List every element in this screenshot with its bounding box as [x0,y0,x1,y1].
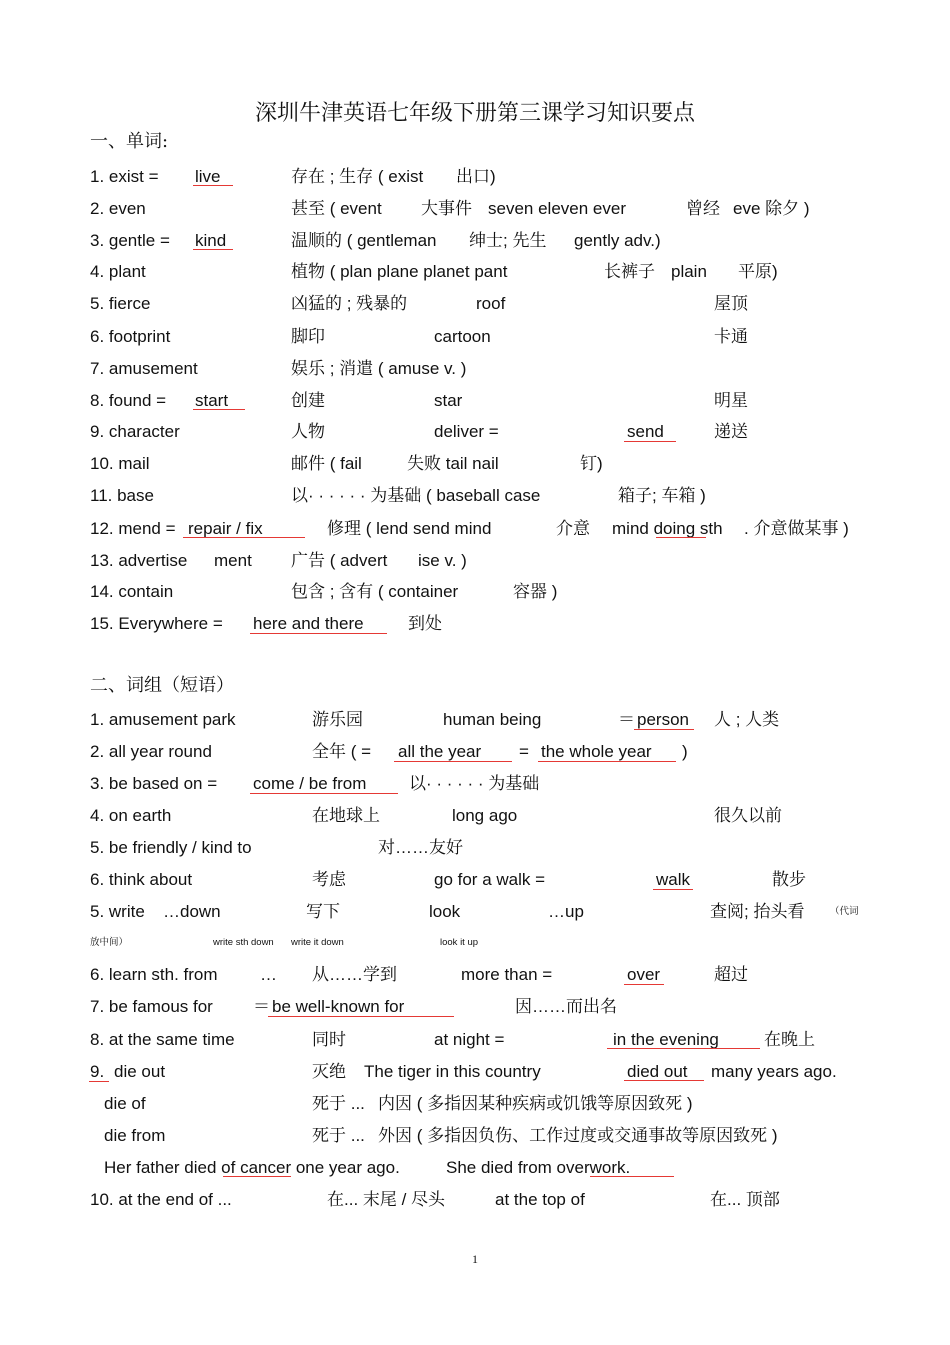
word-15-meaning: 到处 [408,614,442,633]
word-11-note: 箱子; 车箱 ) [618,486,706,505]
word-3-note: 绅士; 先生 [469,231,547,250]
word-14-note: 容器 ) [513,582,558,601]
word-11-meaning: 以· · · · · · 为基础 ( baseball case [291,486,541,505]
word-5-term: 5. fierce [90,294,151,313]
word-14-meaning: 包含 ; 含有 ( container [291,582,459,601]
example-sentence-2: She died from overwork. [446,1158,631,1177]
phrase-14-term-2: at the top of [495,1190,585,1209]
answer-underline [193,185,233,186]
word-2-note-3: 曾经 [686,199,720,218]
answer-underline [223,1176,291,1177]
phrase-7-note-cont: 放中间） [90,937,129,948]
answer-underline [89,1081,109,1082]
word-15-term: 15. Everywhere = [90,614,223,633]
phrase-10-answer: in the evening [613,1030,719,1049]
phrase-11-example-end: many years ago. [711,1062,837,1081]
phrase-5-meaning: 对……友好 [378,838,463,857]
word-6-note: cartoon [434,327,491,346]
phrase-1-answer: person [637,710,689,729]
answer-underline [624,441,676,442]
word-12-note-3: . 介意做某事 ) [744,519,849,538]
answer-underline [193,409,245,410]
phrase-6-answer: walk [656,870,691,889]
phrase-2-meaning: 全年 ( = [312,742,372,761]
phrase-2: 2. all year round [90,742,212,761]
word-2-note-2: seven eleven ever [488,199,626,218]
phrase-7: 5. write [90,902,145,921]
word-15-answer: here and there [253,614,364,633]
word-2-note-4: eve 除夕 ) [733,199,810,218]
phrase-14: 10. at the end of ... [90,1190,232,1209]
answer-underline [538,761,676,762]
word-8-answer: start [195,391,229,410]
word-6-term: 6. footprint [90,327,171,346]
phrase-4-meaning: 在地球上 [312,806,380,825]
phrase-5: 5. be friendly / kind to [90,838,252,857]
phrase-1-term-2: human being [443,710,542,729]
word-12-answer: repair / fix [188,519,263,538]
answer-underline [250,793,398,794]
word-11-term: 11. base [90,486,154,505]
word-8-note-2: 明星 [714,391,748,410]
phrase-8-dots: … [260,965,277,984]
phrase-4: 4. on earth [90,806,172,825]
word-1-meaning: 存在 ; 生存 ( exist [291,167,424,186]
phrase-1-meaning: 游乐园 [312,710,363,729]
answer-underline [624,984,664,985]
word-3-term: 3. gentle = [90,231,170,250]
word-9-meaning: 人物 [291,422,325,441]
phrase-11: die out [114,1062,166,1081]
phrase-14-meaning: 在... 末尾 / 尽头 [327,1190,446,1209]
word-6-meaning: 脚印 [291,327,325,346]
phrase-10: 8. at the same time [90,1030,235,1049]
word-4-meaning: 植物 ( plan plane planet pant [291,262,508,281]
page-title: 深圳牛津英语七年级下册第三课学习知识要点 [254,101,695,126]
phrase-11-example: The tiger in this country [364,1062,541,1081]
word-4-note: 长裤子 [604,262,655,281]
word-3-meaning: 温顺的 ( gentleman [291,231,437,250]
phrase-9-answer: be well-known for [272,997,405,1016]
word-5-meaning: 凶猛的 ; 残暴的 [291,294,408,313]
phrase-2-close: ) [682,742,688,761]
phrase-12-meaning: 死于 ... [312,1094,365,1113]
answer-underline [607,1048,760,1049]
phrase-3-meaning: 以· · · · · · 为基础 [409,774,540,793]
word-12-meaning: 修理 ( lend send mind [327,519,492,538]
answer-underline [634,729,694,730]
phrase-2-answer: all the year [398,742,482,761]
word-9-term: 9. character [90,422,180,441]
phrase-7-example-3: look it up [440,937,479,948]
phrase-13: die from [104,1126,166,1145]
word-13-term: 13. advertise [90,551,188,570]
phrase-11-number: 9. [90,1062,105,1081]
answer-underline [268,1016,454,1017]
word-7-meaning: 娱乐 ; 消遣 ( amuse v. ) [291,359,467,378]
answer-underline [653,889,693,890]
word-14-term: 14. contain [90,582,174,601]
phrase-11-answer: died out [627,1062,688,1081]
word-2-meaning: 甚至 ( event [291,199,382,218]
phrase-8-meaning: 从……学到 [312,965,397,984]
word-9-answer: send [627,422,664,441]
phrase-10-meaning-2: 在晚上 [764,1030,815,1049]
phrase-1: 1. amusement park [90,710,236,729]
word-9-note: deliver = [434,422,499,441]
word-8-note: star [434,391,463,410]
word-13-meaning: 广告 ( advert [291,551,388,570]
phrase-4-term-2: long ago [452,806,518,825]
phrase-1-eq: ＝ [618,710,635,729]
answer-underline [590,1176,674,1177]
phrase-9: 7. be famous for [90,997,213,1016]
word-10-note: 失败 tail nail [407,454,499,473]
answer-underline [193,249,233,250]
phrase-10-meaning: 同时 [312,1030,346,1049]
word-1-answer: live [195,167,221,186]
phrase-7-note: （代词 [830,906,859,917]
phrase-10-term-2: at night = [434,1030,505,1049]
phrase-6-meaning-2: 散步 [772,870,806,889]
word-12-term: 12. mend = [90,519,176,538]
section-heading-phrases: 二、词组（短语） [90,675,234,696]
phrase-14-meaning-2: 在... 顶部 [710,1190,780,1209]
word-12-note-2: mind doing sth [612,519,723,538]
word-3-answer: kind [195,231,227,250]
page-number: 1 [472,1252,478,1266]
word-6-note-2: 卡通 [714,327,748,346]
word-10-note-2: 钉) [580,454,603,473]
phrase-6-term-2: go for a walk = [434,870,546,889]
word-13-suffix: ment [214,551,252,570]
phrase-6-meaning: 考虑 [312,870,346,889]
section-heading-words: 一、单词: [90,131,169,152]
answer-underline [624,1080,704,1081]
example-sentence-1: Her father died of cancer one year ago. [104,1158,400,1177]
word-10-meaning: 邮件 ( fail [291,454,362,473]
phrase-13-meaning: 死于 ... [312,1126,365,1145]
word-2-note: 大事件 [421,199,472,218]
phrase-7-part: …down [163,902,221,921]
phrase-11-meaning: 灭绝 [312,1062,346,1081]
word-13-note: ise v. ) [418,551,467,570]
word-7-term: 7. amusement [90,359,198,378]
word-2-term: 2. even [90,199,146,218]
phrase-1-meaning-2: 人 ; 人类 [714,710,780,729]
word-12-note: 介意 [556,519,590,538]
phrase-3: 3. be based on = [90,774,218,793]
phrase-12-note: 内因 ( 多指因某种疾病或饥饿等原因致死 ) [378,1094,693,1113]
word-5-note: roof [476,294,506,313]
phrase-9-eq: ＝ [253,997,270,1016]
answer-underline [394,761,512,762]
phrase-3-answer: come / be from [253,774,367,793]
phrase-7-meaning: 写下 [306,902,340,921]
word-9-note-2: 递送 [714,422,748,441]
answer-underline [250,633,387,634]
phrase-13-note: 外因 ( 多指因负伤、工作过度或交通事故等原因致死 ) [378,1126,778,1145]
phrase-7-term-2: look [429,902,461,921]
phrase-7-example-2: write it down [291,937,344,948]
phrase-7-part-2: …up [548,902,584,921]
word-3-note-2: gently adv.) [574,231,661,250]
answer-underline [183,537,305,538]
word-1-term: 1. exist = [90,167,159,186]
word-4-note-2: plain [671,262,707,281]
word-4-note-3: 平原) [738,262,778,281]
word-1-meaning-2: 出口) [456,167,496,186]
word-4-term: 4. plant [90,262,146,281]
phrase-8-answer: over [627,965,661,984]
phrase-8: 6. learn sth. from [90,965,218,984]
word-10-term: 10. mail [90,454,150,473]
phrase-8-meaning-2: 超过 [714,965,748,984]
phrase-7-meaning-2: 查阅; 抬头看 [710,902,805,921]
phrase-12: die of [104,1094,146,1113]
word-8-term: 8. found = [90,391,167,410]
phrase-8-term-2: more than = [461,965,553,984]
word-8-meaning: 创建 [291,391,325,410]
phrase-7-example-1: write sth down [213,937,274,948]
answer-underline [656,537,706,538]
phrase-2-answer-2: the whole year [541,742,652,761]
phrase-6: 6. think about [90,870,193,889]
phrase-4-meaning-2: 很久以前 [714,806,782,825]
word-5-note-2: 屋顶 [714,294,748,313]
phrase-9-meaning: 因……而出名 [515,997,617,1016]
phrase-2-eq: = [519,742,529,761]
